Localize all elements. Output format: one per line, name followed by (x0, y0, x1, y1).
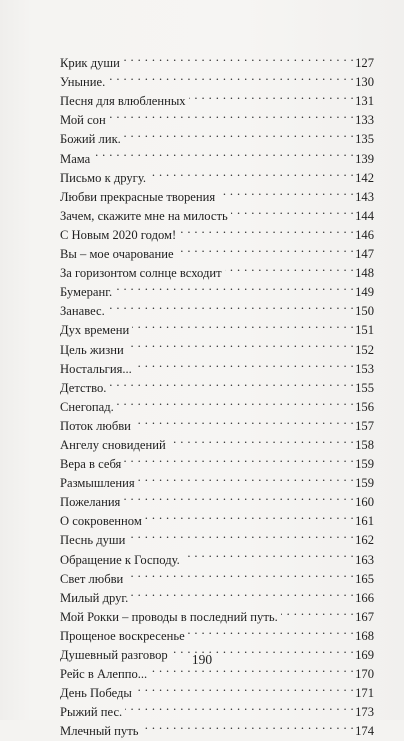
toc-entry-title: Вы – мое очарование (60, 247, 174, 262)
toc-entry-page: 169 (355, 648, 374, 662)
toc-entry-page: 142 (355, 170, 374, 185)
toc-dot-leader (141, 716, 354, 735)
toc-entry-page: 144 (355, 208, 374, 223)
toc-entry-title: Рыжий пес. (60, 705, 123, 720)
toc-entry-page: 156 (355, 399, 374, 414)
toc-entry-page: 157 (355, 418, 374, 433)
toc-dot-leader (126, 564, 354, 583)
toc-dot-leader (127, 334, 354, 353)
toc-dot-leader (124, 124, 354, 143)
toc-entry-page: 158 (355, 437, 374, 452)
toc-entry-page: 146 (355, 227, 374, 242)
toc-entry (60, 296, 374, 319)
toc-entry-title: Мой Рокки – проводы в последний путь. (60, 609, 278, 624)
toc-entry-page: 167 (355, 609, 374, 624)
toc-entry-title: День Победы (60, 686, 132, 701)
toc-entry-page: 130 (355, 75, 374, 90)
toc-entry-title: Письмо к другу. (60, 170, 147, 185)
toc-entry-page: 148 (355, 266, 374, 281)
toc-dot-leader (281, 602, 354, 621)
toc-entry-title: Песня для влюбленных (60, 94, 186, 109)
toc-dot-leader (218, 182, 354, 201)
toc-entry-title: Млечный путь (60, 724, 139, 739)
toc-entry-page: 162 (355, 533, 374, 548)
toc-entry-title: Рейс в Алеппо... (60, 667, 148, 682)
toc-entry-title: Ностальгия... (60, 361, 132, 376)
toc-entry-title: Зачем, скажите мне на милость (60, 208, 228, 223)
toc-entry-title: С Новым 2020 годом! (60, 227, 177, 242)
toc-entry-title: Размышления (60, 476, 135, 491)
table-of-contents (60, 48, 374, 739)
toc-entry-title: Поток любви (60, 418, 131, 433)
toc-dot-leader (93, 143, 354, 162)
toc-entry-page: 166 (355, 590, 374, 605)
toc-entry-title: Ангелу сновидений (60, 437, 166, 452)
toc-dot-leader (189, 86, 355, 105)
toc-dot-leader (231, 201, 354, 220)
toc-dot-leader (123, 48, 354, 67)
toc-dot-leader (135, 354, 354, 373)
toc-entry-page: 150 (355, 304, 374, 319)
toc-entry-title: Мой сон (60, 113, 106, 128)
toc-dot-leader (125, 697, 354, 716)
toc-entry-page: 173 (355, 705, 374, 720)
toc-entry-title: Мама (60, 151, 91, 166)
toc-entry-page: 171 (355, 686, 374, 701)
toc-entry-page: 159 (355, 476, 374, 491)
toc-entry-title: Пожелания (60, 495, 121, 510)
toc-entry-page: 135 (355, 132, 374, 147)
toc-dot-leader (109, 373, 354, 392)
toc-dot-leader (149, 163, 354, 182)
toc-entry-page: 168 (355, 628, 374, 643)
toc-entry-page: 147 (355, 247, 374, 262)
toc-entry-title: Уныние. (60, 75, 106, 90)
toc-dot-leader (169, 430, 354, 449)
toc-dot-leader (132, 315, 354, 334)
toc-entry-page: 163 (355, 552, 374, 567)
toc-entry-page: 174 (355, 724, 374, 739)
toc-entry-page: 153 (355, 361, 374, 376)
toc-entry-title: Прощеное воскресенье (60, 628, 185, 643)
toc-entry-title: О сокровенном (60, 514, 142, 529)
toc-dot-leader (128, 525, 354, 544)
toc-entry (60, 48, 374, 71)
toc-entry-title: Дух времени (60, 323, 130, 338)
toc-dot-leader (108, 67, 354, 86)
toc-entry-title: Детство. (60, 380, 107, 395)
toc-dot-leader (145, 506, 354, 525)
toc-dot-leader (108, 296, 354, 315)
toc-entry-title: Милый друг. (60, 590, 129, 605)
toc-entry-page: 127 (355, 56, 374, 71)
toc-entry-page: 152 (355, 342, 374, 357)
toc-entry-title: Свет любви (60, 571, 124, 586)
toc-entry-title: Занавес. (60, 304, 105, 319)
page-number: 190 (191, 652, 213, 667)
toc-entry-page: 159 (355, 457, 374, 472)
toc-dot-leader (138, 468, 354, 487)
toc-entry-page: 149 (355, 285, 374, 300)
toc-entry-title: Обращение к Господу. (60, 552, 180, 567)
toc-entry-page: 139 (355, 151, 374, 166)
toc-entry-page: 155 (355, 380, 374, 395)
toc-dot-leader (188, 621, 354, 640)
toc-dot-leader (179, 220, 354, 239)
toc-entry-title: За горизонтом солнце всходит (60, 266, 222, 281)
toc-entry-page: 151 (355, 323, 374, 338)
toc-entry-title: Песнь души (60, 533, 126, 548)
toc-dot-leader (183, 544, 354, 563)
toc-entry-title: Любви прекрасные творения (60, 189, 216, 204)
toc-dot-leader (225, 258, 355, 277)
toc-dot-leader (115, 277, 354, 296)
toc-entry-page: 165 (355, 571, 374, 586)
toc-dot-leader (124, 449, 354, 468)
toc-entry-title: Душевный разговор (60, 648, 168, 662)
toc-entry-title: Вера в себя (60, 457, 122, 472)
toc-entry-title: Снегопад. (60, 399, 114, 414)
toc-entry-page: 170 (355, 667, 374, 682)
toc-entry-page: 143 (355, 189, 374, 204)
toc-dot-leader (123, 487, 354, 506)
toc-dot-leader (117, 392, 354, 411)
toc-entry-title: Бумеранг. (60, 285, 113, 300)
toc-entry-page: 161 (355, 514, 374, 529)
toc-entry (60, 163, 374, 185)
toc-entry-title: Божий лик. (60, 132, 121, 147)
toc-dot-leader (134, 411, 354, 430)
toc-entry-page: 160 (355, 495, 374, 510)
toc-entry (60, 143, 374, 166)
toc-entry-page: 131 (355, 94, 374, 109)
toc-dot-leader (135, 678, 354, 697)
toc-dot-leader (131, 583, 354, 602)
toc-entry-title: Цель жизни (60, 342, 124, 357)
toc-entry-page: 133 (355, 113, 374, 128)
toc-dot-leader (177, 239, 355, 258)
toc-entry-title: Крик души (60, 56, 120, 71)
toc-dot-leader (109, 105, 354, 124)
